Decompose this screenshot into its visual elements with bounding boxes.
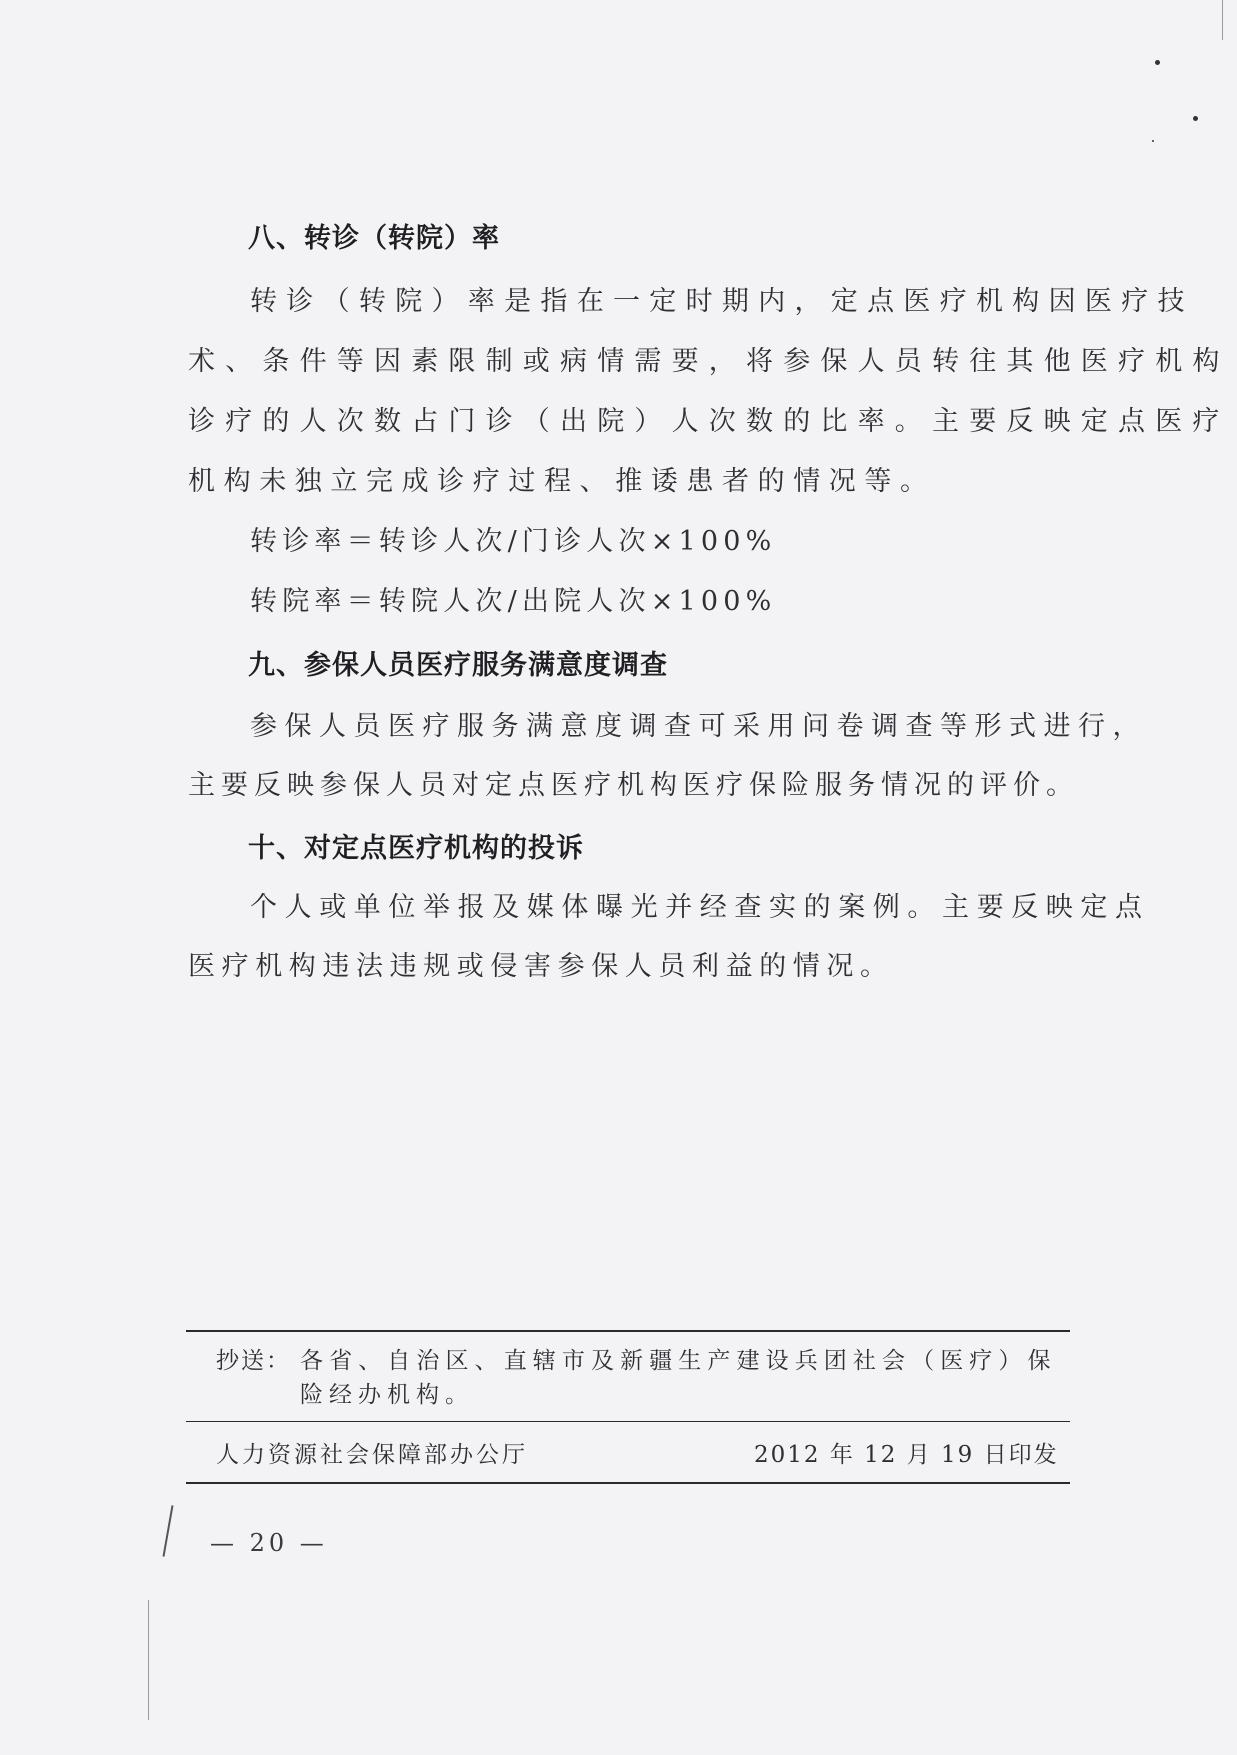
section-8-paragraph-line-1: 转诊（转院）率是指在一定时期内，定点医疗机构因医疗技 xyxy=(250,286,1194,317)
section-heading-10: 十、对定点医疗机构的投诉 xyxy=(248,833,584,864)
section-heading-9: 九、参保人员医疗服务满意度调查 xyxy=(248,650,668,681)
footer-middle-rule xyxy=(186,1421,1070,1422)
section-9-paragraph-line-1: 参保人员医疗服务满意度调查可采用问卷调查等形式进行， xyxy=(250,711,1147,742)
page-number: — 20 — xyxy=(210,1529,328,1557)
formula-referral-rate: 转诊率＝转诊人次/门诊人次×100% xyxy=(250,526,777,557)
section-9-paragraph-line-2: 主要反映参保人员对定点医疗机构医疗保险服务情况的评价。 xyxy=(188,770,1079,801)
issue-date: 2012 年 12 月 19 日印发 xyxy=(754,1442,1059,1468)
scan-dot xyxy=(1152,140,1154,142)
section-8-paragraph-line-4: 机构未独立完成诊疗过程、推诿患者的情况等。 xyxy=(188,466,936,497)
cc-recipients-line-2: 险经办机构。 xyxy=(300,1382,474,1408)
section-heading-8: 八、转诊（转院）率 xyxy=(248,223,500,254)
cc-label: 抄送： xyxy=(216,1348,291,1374)
scan-mark-left-edge xyxy=(148,1600,149,1720)
scan-mark-right-edge xyxy=(1222,0,1223,40)
footer-top-rule xyxy=(186,1330,1070,1332)
section-10-paragraph-line-1: 个人或单位举报及媒体曝光并经查实的案例。主要反映定点 xyxy=(250,892,1150,923)
section-10-paragraph-line-2: 医疗机构违法违规或侵害参保人员利益的情况。 xyxy=(188,951,894,982)
footer-bottom-rule xyxy=(186,1482,1070,1484)
scan-dot xyxy=(1155,60,1160,65)
scan-dot xyxy=(1193,116,1198,121)
section-8-paragraph-line-2: 术、条件等因素限制或病情需要，将参保人员转往其他医疗机构 xyxy=(188,346,1230,377)
formula-transfer-rate: 转院率＝转院人次/出院人次×100% xyxy=(250,586,777,617)
cc-recipients-line-1: 各省、自治区、直辖市及新疆生产建设兵团社会（医疗）保 xyxy=(300,1348,1057,1374)
issuing-office: 人力资源社会保障部办公厅 xyxy=(216,1442,528,1468)
section-8-paragraph-line-3: 诊疗的人次数占门诊（出院）人次数的比率。主要反映定点医疗 xyxy=(188,406,1230,437)
scan-mark-slash xyxy=(163,1505,174,1557)
